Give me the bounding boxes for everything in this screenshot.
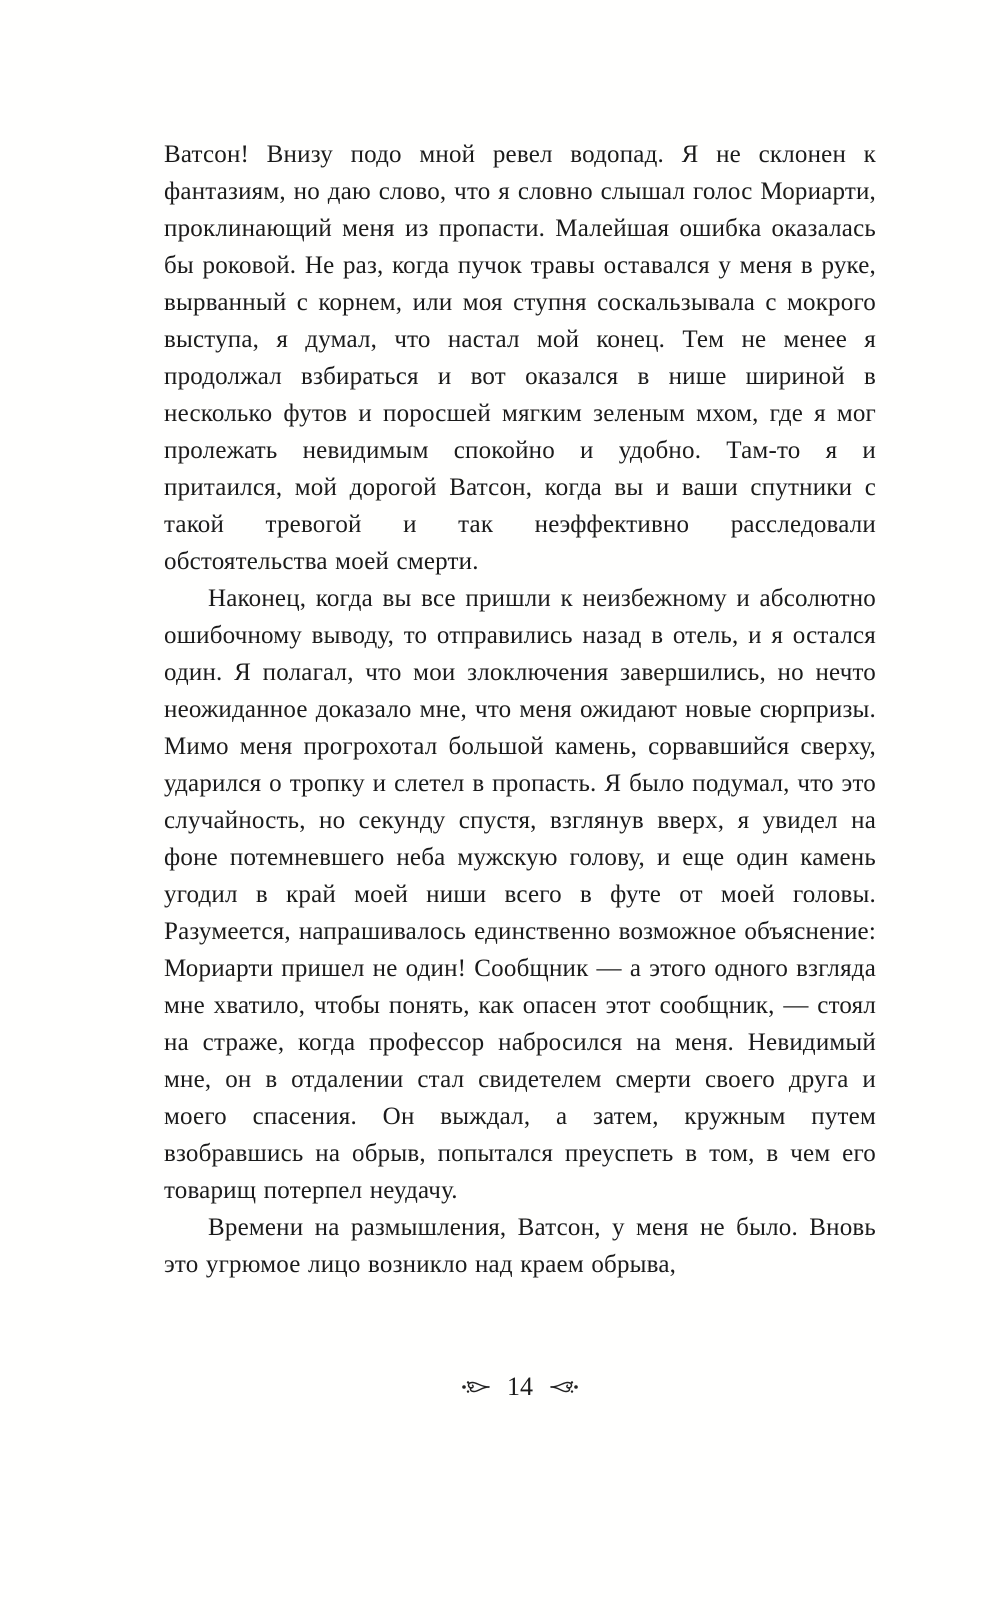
paragraph: Ватсон! Внизу подо мной ревел водопад. Я не склонен к фантазиям, но даю слово, что я словно слышал голос Мориарти, проклинающий меня из пропасти. Малейшая ошибка оказалась бы роковой. Не раз, когда пучок травы оставался у меня в руке, вырванный с корнем, или моя ступня соскальзывала с мокрого выступа, я думал, что настал мой конец. Тем не менее я продолжал взбираться и вот оказался в нише шириной в несколько футов и поросшей мягким зеленым мхом, где я мог пролежать невидимым спокойно и удобно. Там-то я и притаился, мой дорогой Ватсон, когда вы и ваши спутники с такой тревогой и так неэффективно расследовали обстоятельства моей смерти.	[164, 141, 876, 575]
floral-ornament-left-icon	[459, 1379, 491, 1395]
page-footer	[164, 1372, 876, 1402]
paragraph: Времени на размышления, Ватсон, у меня не было. Вновь это угрюмое лицо возникло над краем обрыва,	[164, 1214, 876, 1278]
page-text	[164, 136, 876, 1283]
page-number: 14	[507, 1372, 533, 1401]
floral-ornament-right-icon	[549, 1379, 581, 1395]
paragraph: Наконец, когда вы все пришли к неизбежному и абсолютно ошибочному выводу, то отправились назад в отель, и я остался один. Я полагал, что мои злоключения завершились, но нечто неожиданное доказало мне, что меня ожидают новые сюрпризы. Мимо меня прогрохотал большой камень, сорвавшийся сверху, ударился о тропку и слетел в пропасть. Я было подумал, что это случайность, но секунду спустя, взглянув вверх, я увидел на фоне потемневшего неба мужскую голову, и еще один камень угодил в край моей ниши всего в футе от моей головы. Разумеется, напрашивалось единственно возможное объяснение: Мориарти пришел не один! Сообщник — а этого одного взгляда мне хватило, чтобы понять, как опасен этот сообщник, — стоял на страже, когда профессор набросился на меня. Невидимый мне, он в отдалении стал свидетелем смерти своего друга и моего спасения. Он выждал, а затем, кружным путем взобравшись на обрыв, попытался преуспеть в том, в чем его товарищ потерпел неудачу.	[164, 585, 876, 1204]
